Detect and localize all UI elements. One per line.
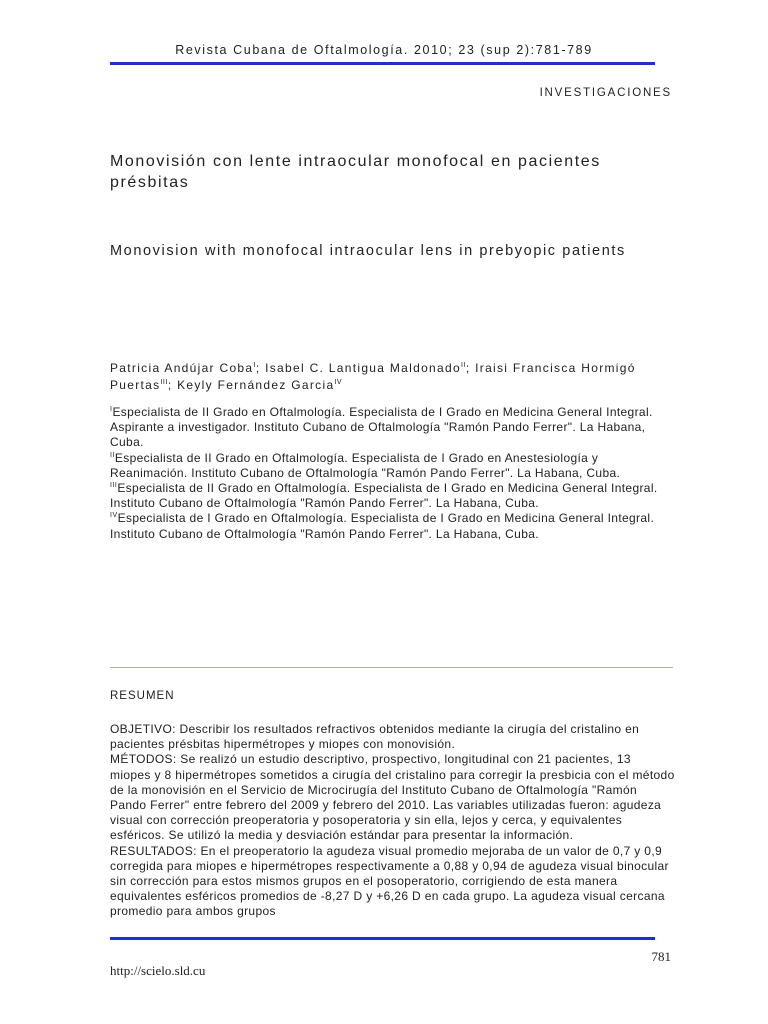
affiliation-mark: II xyxy=(110,451,115,459)
abstract-body xyxy=(110,722,675,920)
affiliation-item xyxy=(110,451,675,481)
footer-url: http://scielo.sld.cu xyxy=(110,963,206,978)
affiliation-item xyxy=(110,481,675,511)
author-name: Iraisi Francisca Hormigó Puertas xyxy=(110,361,636,392)
title-english: Monovision with monofocal intraocular lens in prebyopic patients xyxy=(110,243,626,259)
header-rule xyxy=(110,62,655,65)
section-divider xyxy=(110,667,673,668)
author-separator: ; xyxy=(167,378,178,392)
affiliations xyxy=(110,405,675,542)
affiliation-text: Especialista de I Grado en Oftalmología. Especialista de I Grado en Medicina General Integral. Instituto Cubano de Oftalmología "Ramón Pando Ferrer". La Habana, Cuba. xyxy=(110,511,655,541)
author-mark: II xyxy=(460,362,466,369)
affiliation-text: Especialista de II Grado en Oftalmología. Especialista de I Grado en Medicina General Integral. Aspirante a investigador. Instituto Cubano de Oftalmología "Ramón Pando Ferrer". La Habana, Cuba. xyxy=(110,405,653,450)
author-mark: I xyxy=(253,362,256,369)
footer-rule xyxy=(110,937,655,940)
author-mark: III xyxy=(160,379,168,386)
affiliation-text: Especialista de II Grado en Oftalmología. Especialista de I Grado en Medicina General Integral. Instituto Cubano de Oftalmología "Ramón Pando Ferrer". La Habana, Cuba. xyxy=(110,481,658,511)
affiliation-item xyxy=(110,511,675,541)
author-name: Keyly Fernández Garcia xyxy=(177,378,335,392)
author-name: Patricia Andújar Coba xyxy=(110,361,254,375)
title-spanish: Monovisión con lente intraocular monofocal en pacientes présbitas xyxy=(110,153,601,191)
author-mark: IV xyxy=(334,379,343,386)
affiliation-mark: IV xyxy=(110,512,118,520)
page-number: 781 xyxy=(651,949,671,964)
author-list xyxy=(110,360,680,394)
author-name: Isabel C. Lantigua Maldonado xyxy=(265,361,461,375)
section-label: INVESTIGACIONES xyxy=(539,87,672,99)
abstract-resultados: RESULTADOS: En el preoperatorio la agudeza visual promedio mejoraba de un valor de 0,7 y 0,9 corregida para miopes e hipermétropes respectivamente a 0,88 y 0,94 de agudeza visual binocular sin corrección para estos mismos grupos en el posoperatorio, corrigiendo de esta manera equivalentes esféricos promedios de -8,27 D y +6,26 D en cada grupo. La agudeza visual cercana promedio para ambos grupos xyxy=(110,843,669,919)
affiliation-mark: I xyxy=(110,406,113,413)
journal-citation: Revista Cubana de Oftalmología. 2010; 23 (sup 2):781-789 xyxy=(175,43,593,57)
abstract-objetivo: OBJETIVO: Describir los resultados refractivos obtenidos mediante la cirugía del cristalino en pacientes présbitas hipermétropes y miopes con monovisión. xyxy=(110,722,640,752)
resumen-heading: RESUMEN xyxy=(110,690,175,702)
author-separator: ; xyxy=(465,361,476,375)
affiliation-mark: III xyxy=(110,482,118,490)
affiliation-item xyxy=(110,405,675,451)
author-separator: ; xyxy=(255,361,266,375)
abstract-metodos: MÉTODOS: Se realizó un estudio descriptivo, prospectivo, longitudinal con 21 pacientes, 13 miopes y 8 hipermétropes sometidos a cirugía del cristalino para corregir la presbicia con el método de la monovisión en el Servicio de Microcirugía del Instituto Cubano de Oftalmología "Ramón Pando Ferrer" entre febrero del 2009 y febrero del 2010. Las variables utilizadas fueron: agudeza visual con corrección preoperatoria y posoperatoria y sin ella, lejos y cerca, y equivalentes esféricos. Se utilizó la media y desviación estándar para presentar la información. xyxy=(110,752,675,843)
affiliation-text: Especialista de II Grado en Oftalmología. Especialista de I Grado en Anestesiología y Reanimación. Instituto Cubano de Oftalmología "Ramón Pando Ferrer". La Habana, Cuba. xyxy=(110,450,621,480)
